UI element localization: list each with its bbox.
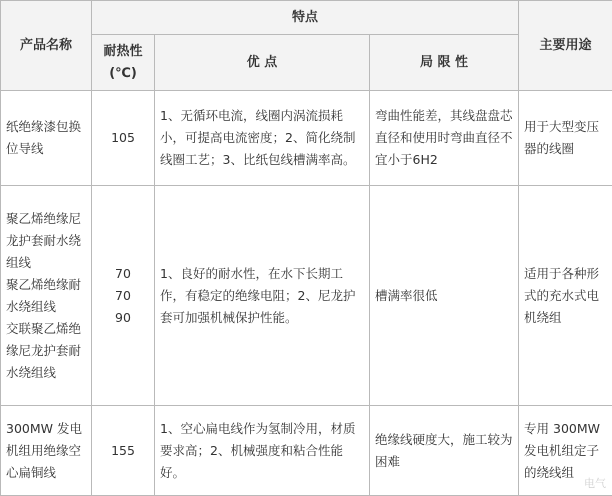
cell-heat: 105 xyxy=(92,91,155,186)
product-line: 聚乙烯绝缘尼龙护套耐水绕组线 xyxy=(6,208,86,274)
cell-product: 纸绝缘漆包换位导线 xyxy=(1,91,92,186)
cell-main-use: 适用于各种形式的充水式电机绕组 xyxy=(519,186,612,406)
cell-heat: 155 xyxy=(92,406,155,496)
header-features: 特点 xyxy=(92,1,519,35)
cell-advantages: 1、空心扁电线作为氢制冷用，材质要求高；2、机械强度和粘合性能好。 xyxy=(155,406,370,496)
cell-product xyxy=(1,186,92,406)
cell-main-use: 用于大型变压器的线圈 xyxy=(519,91,612,186)
product-line: 交联聚乙烯绝缘尼龙护套耐水绕组线 xyxy=(6,318,86,384)
cell-main-use: 专用 300MW 发电机组定子的绕线组 xyxy=(519,406,612,496)
heat-value: 90 xyxy=(97,307,149,329)
header-product: 产品名称 xyxy=(1,1,92,91)
cell-limitations: 槽满率很低 xyxy=(370,186,519,406)
header-heat-unit: (℃) xyxy=(97,63,149,85)
cell-advantages: 1、良好的耐水性，在水下长期工作，有稳定的绝缘电阻；2、尼龙护套可加强机械保护性能。 xyxy=(155,186,370,406)
table-row xyxy=(1,186,612,406)
table-row xyxy=(1,91,612,186)
header-advantages: 优 点 xyxy=(155,35,370,91)
header-heat-label: 耐热性 xyxy=(97,41,149,63)
header-heat-resistance xyxy=(92,35,155,91)
cell-heat xyxy=(92,186,155,406)
cell-product: 300MW 发电机组用绝缘空心扁铜线 xyxy=(1,406,92,496)
cell-limitations: 弯曲性能差，其线盘盘芯直径和使用时弯曲直径不宜小于6H2 xyxy=(370,91,519,186)
heat-value: 70 xyxy=(97,263,149,285)
heat-value: 70 xyxy=(97,285,149,307)
cell-limitations: 绝缘线硬度大，施工较为困难 xyxy=(370,406,519,496)
watermark: 电气 xyxy=(584,475,606,491)
product-line: 聚乙烯绝缘耐水绕组线 xyxy=(6,274,86,318)
header-limitations: 局 限 性 xyxy=(370,35,519,91)
header-main-use: 主要用途 xyxy=(519,1,612,91)
cell-advantages: 1、无循环电流，线圈内涡流损耗小，可提高电流密度；2、简化绕制线圈工艺；3、比纸包线槽满率高。 xyxy=(155,91,370,186)
table-row xyxy=(1,406,612,496)
header-row-1 xyxy=(1,1,612,35)
